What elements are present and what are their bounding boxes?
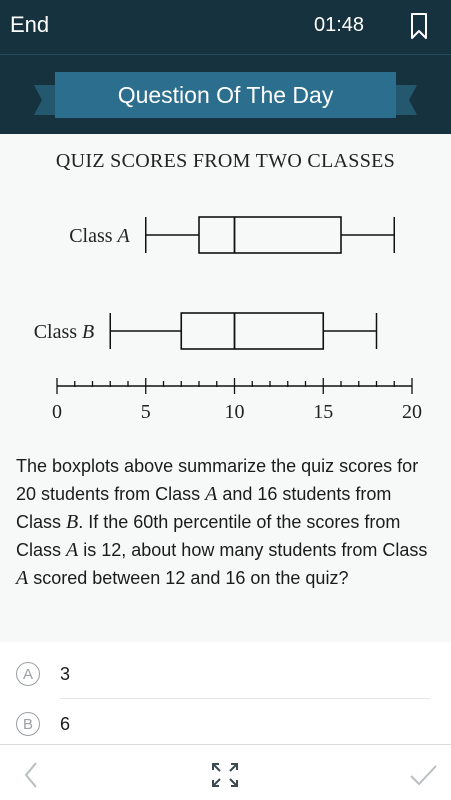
boxplot-chart bbox=[0, 134, 451, 434]
class-b-label-letter: B bbox=[82, 321, 95, 343]
top-bar bbox=[0, 0, 451, 54]
class-b-label-prefix: Class bbox=[33, 321, 83, 343]
answer-text: 3 bbox=[60, 664, 71, 684]
tick-label: 15 bbox=[313, 401, 334, 423]
question-part-1: The boxplots above summarize the quiz scores for 20 students from Class bbox=[16, 456, 419, 504]
class-a-var-1: A bbox=[205, 483, 218, 505]
class-b-var: B bbox=[66, 511, 79, 533]
bottom-bar bbox=[0, 744, 451, 800]
banner bbox=[0, 54, 451, 134]
question-content bbox=[0, 134, 451, 642]
tick-label: 10 bbox=[224, 401, 245, 423]
answer-text: 6 bbox=[60, 714, 71, 734]
answer-option-b[interactable] bbox=[0, 698, 451, 748]
banner-title: Question Of The Day bbox=[55, 72, 396, 118]
class-a-label bbox=[69, 225, 130, 247]
class-a-label-letter: A bbox=[117, 225, 130, 247]
answer-letter-badge: B bbox=[16, 712, 40, 736]
checkmark-icon[interactable] bbox=[408, 761, 438, 789]
bookmark-icon[interactable] bbox=[408, 12, 430, 40]
question-part-2: and 16 students from Class bbox=[16, 484, 392, 532]
class-b-label bbox=[34, 321, 95, 343]
question-part-5: scored between 12 and 16 on the quiz? bbox=[28, 568, 349, 588]
end-button[interactable]: End bbox=[10, 12, 50, 37]
class-b-box bbox=[181, 313, 323, 349]
tick-label: 20 bbox=[402, 401, 422, 423]
class-a-var-3: A bbox=[16, 567, 29, 589]
question-part-3: . If the 60th percentile of the scores from Class bbox=[16, 512, 401, 560]
class-a-var-2: A bbox=[66, 539, 79, 561]
answer-option-a[interactable] bbox=[0, 648, 451, 698]
chevron-left-icon[interactable] bbox=[16, 761, 46, 789]
expand-icon[interactable] bbox=[210, 761, 240, 789]
chart-title: QUIZ SCORES FROM TWO CLASSES bbox=[55, 150, 396, 172]
question-text bbox=[16, 452, 436, 592]
class-a-box bbox=[199, 217, 341, 253]
tick-label: 5 bbox=[140, 401, 151, 423]
timer: 01:48 bbox=[314, 14, 365, 36]
answer-list bbox=[0, 642, 451, 744]
question-part-4: is 12, about how many students from Class bbox=[78, 540, 428, 560]
class-a-label-prefix: Class bbox=[69, 225, 118, 247]
tick-label: 0 bbox=[52, 401, 62, 423]
answer-letter-badge: A bbox=[16, 662, 40, 686]
